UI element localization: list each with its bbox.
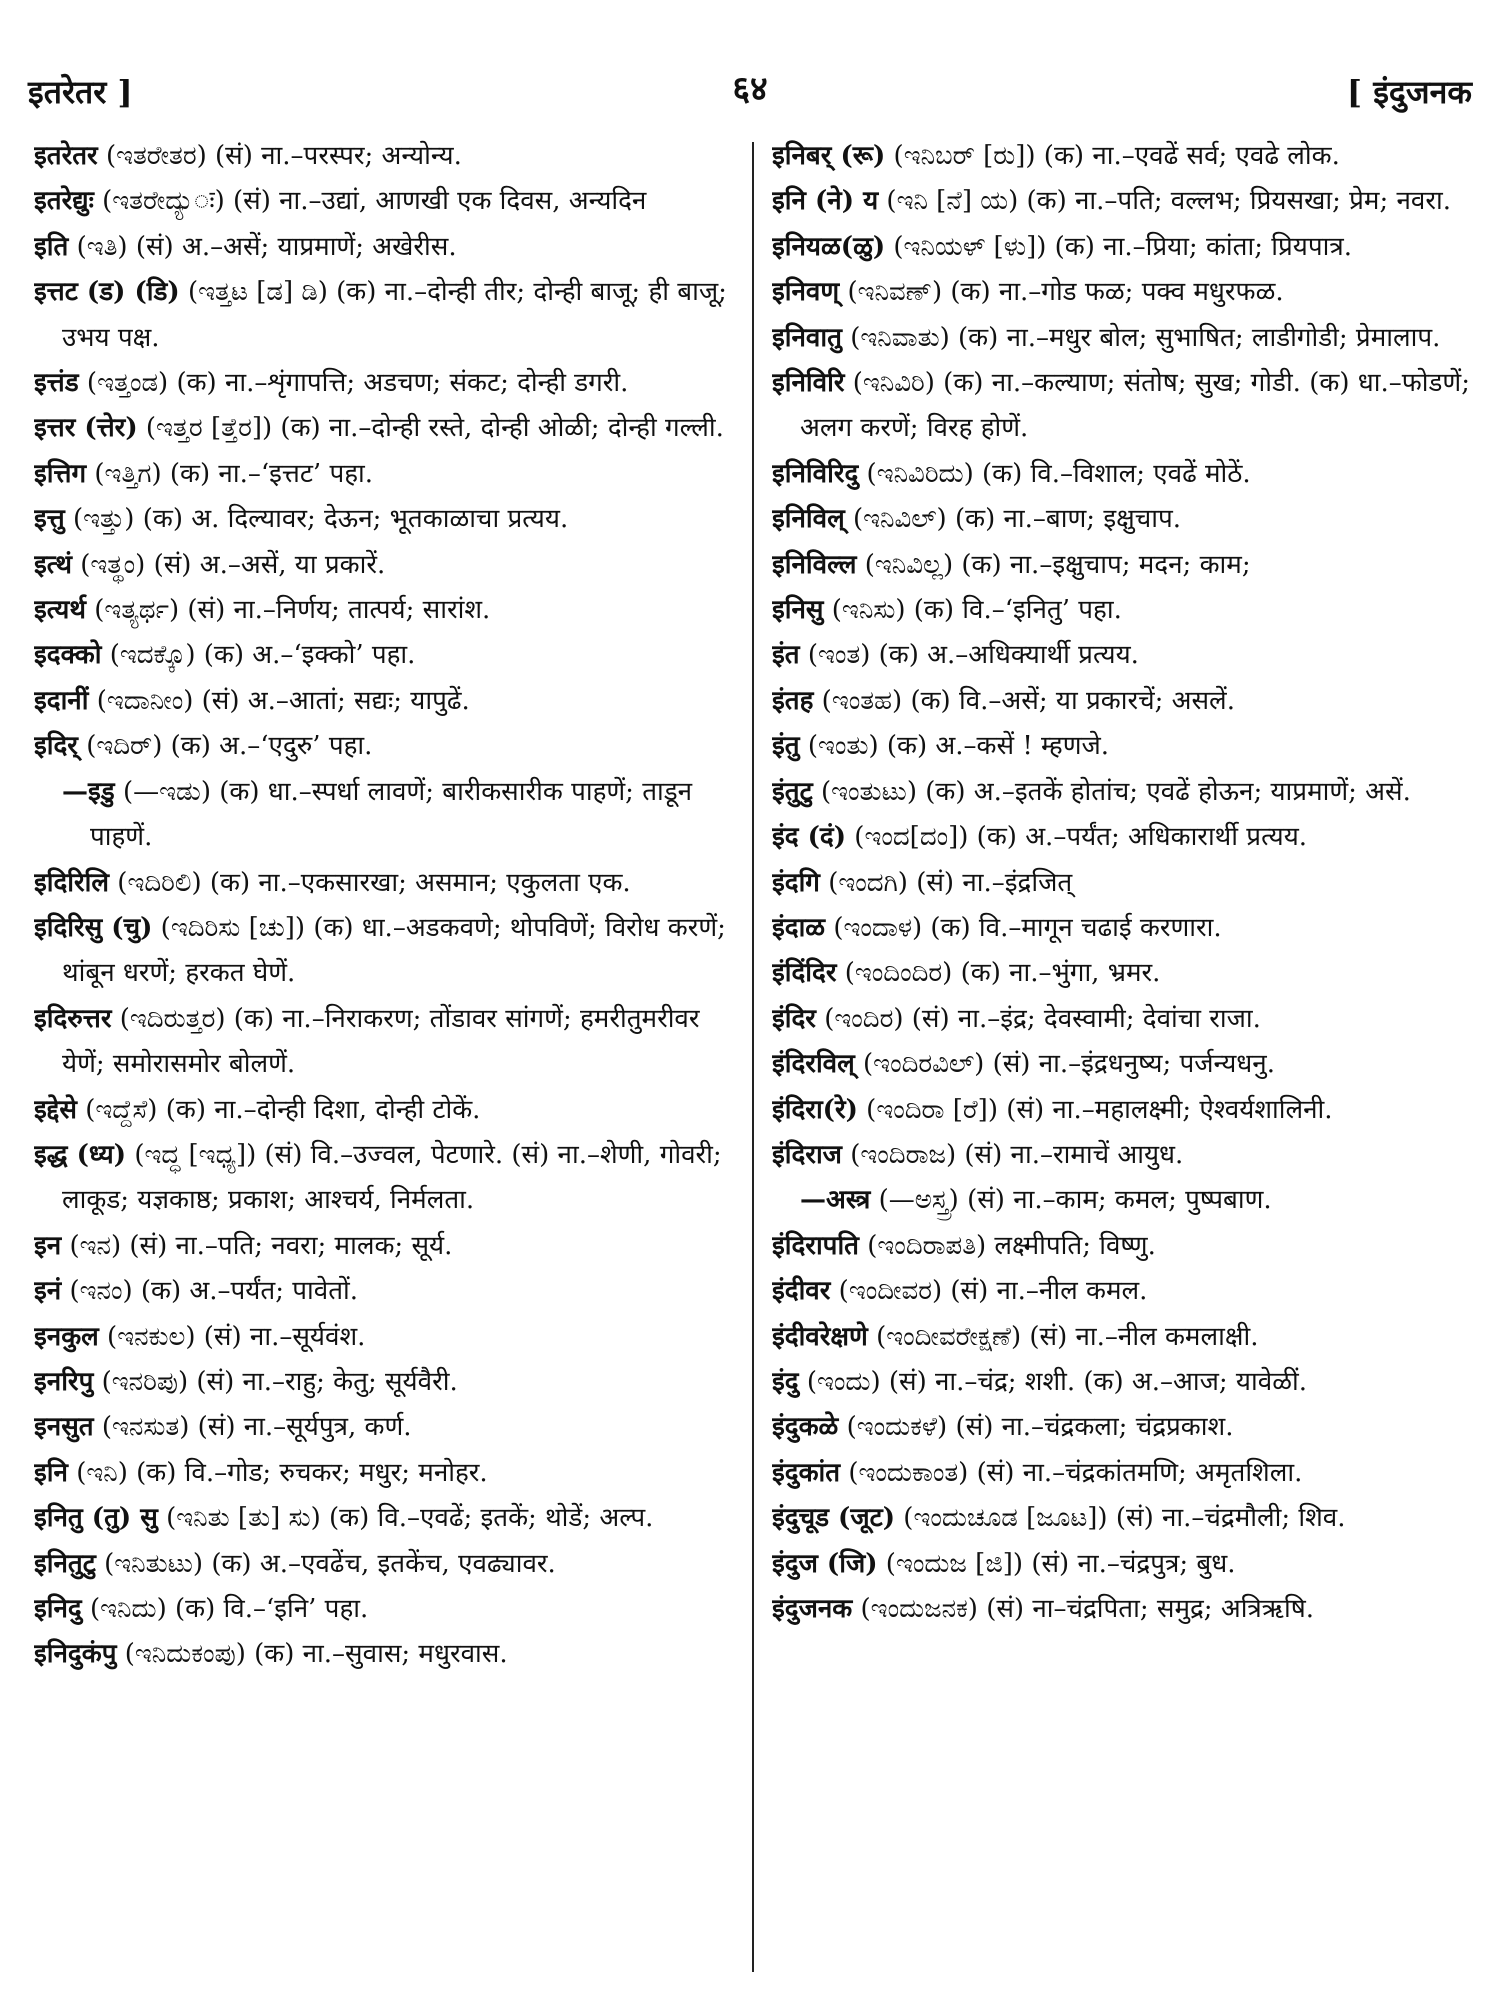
left-column	[34, 134, 734, 1984]
entry-headword: इंद (दं)	[772, 822, 847, 853]
dictionary-entry	[34, 679, 734, 724]
entry-headword: इंदिरविल्	[772, 1049, 855, 1080]
entry-definition: (ಇನಿವಿರಿದು) (क) वि.–विशाल; एवढें मोठें.	[858, 458, 1251, 489]
dictionary-entry	[34, 1587, 734, 1632]
entry-definition: (ಇದಿರುತ್ತರ) (क) ना.–निराकरण; तोंडावर सांगणें; हमरीतुमरीवर येणें; समोरासमोर बोलणें.	[62, 1003, 700, 1080]
dictionary-entry	[772, 1269, 1472, 1314]
entry-headword: इंदिराज	[772, 1139, 842, 1170]
dictionary-entry	[34, 1269, 734, 1314]
entry-headword: इनसुत	[34, 1412, 94, 1443]
entry-headword: इनकुल	[34, 1321, 99, 1352]
entry-definition: (ಇತ್ಥಂ) (सं) अ.–असें, या प्रकारें.	[71, 549, 386, 580]
dictionary-entry	[34, 861, 734, 906]
dictionary-entry	[34, 361, 734, 406]
entry-headword: इंदीवरेक्षणे	[772, 1321, 868, 1352]
entry-headword: इंदाळ	[772, 912, 826, 943]
entry-headword: इनिवण्	[772, 277, 840, 308]
dictionary-entry	[34, 134, 734, 179]
dictionary-entry	[772, 1496, 1472, 1541]
dictionary-entry	[772, 1042, 1472, 1087]
entry-headword: इत्तर (त्तेर)	[34, 413, 138, 444]
dictionary-entry	[34, 906, 734, 997]
entry-definition: (ಇನಿವಿರಿ) (क) ना.–कल्याण; संतोष; सुख; गोडी. (क) धा.–फोडणें; अलग करणें; विरह होणें.	[800, 368, 1470, 444]
entry-headword: इंतह	[772, 685, 814, 716]
entry-headword: इति	[34, 231, 69, 262]
entry-headword: इंतु	[772, 731, 800, 762]
entry-definition: (ಇಂತ) (क) अ.–अधिक्यार्थी प्रत्यय.	[799, 640, 1139, 671]
entry-definition: (ಇಂದಿರವಿಲ್) (सं) ना.–इंद्रधनुष्य; पर्जन्यधनु.	[854, 1049, 1275, 1080]
dictionary-entry	[34, 588, 734, 633]
dictionary-entry	[772, 906, 1472, 951]
dictionary-entry	[34, 1451, 734, 1496]
entry-headword: इनं	[34, 1276, 62, 1307]
dictionary-entry	[772, 1360, 1472, 1405]
dictionary-entry	[772, 179, 1472, 224]
entry-definition: (ಇದಾನೀಂ) (सं) अ.–आतां; सद्यः; यापुढें.	[88, 685, 470, 716]
entry-definition: (ಇನಸುತ) (सं) ना.–सूर्यपुत्र, कर्ण.	[93, 1412, 412, 1443]
entry-headword: इनि	[34, 1457, 68, 1488]
dictionary-entry	[772, 997, 1472, 1042]
entry-definition: (—ಅಸ್ತ್ರ) (सं) ना.–काम; कमल; पुष्पबाण.	[870, 1185, 1272, 1216]
entry-definition: (ಇದ್ದೆಸೆ) (क) ना.–दोन्ही दिशा, दोन्ही टोकें.	[76, 1094, 481, 1125]
dictionary-entry	[772, 633, 1472, 678]
entry-headword: इद्देसे	[34, 1094, 77, 1125]
dictionary-entry	[772, 497, 1472, 542]
dictionary-entry	[772, 452, 1472, 497]
entry-definition: (ಇತರೇತರ) (सं) ना.–परस्पर; अन्योन्य.	[97, 141, 462, 171]
entry-definition: (ಇನಿವಾತು) (क) ना.–मधुर बोल; सुभाषित; लाडीगोडी; प्रेमालाप.	[841, 322, 1441, 353]
dictionary-entry	[772, 770, 1472, 815]
dictionary-entry	[34, 1315, 734, 1360]
entry-definition: (ಇನಿವಿಲ್) (क) ना.–बाण; इक्षुचाप.	[844, 504, 1182, 535]
dictionary-entry	[772, 861, 1472, 906]
entry-headword: इंदुचूड (जूट)	[772, 1503, 896, 1534]
entry-headword: इनिविरि	[772, 368, 845, 399]
entry-headword: इत्यर्थ	[34, 595, 87, 626]
entry-definition: (ಇನಿದುಕಂಪು) (क) ना.–सुवास; मधुरवास.	[116, 1639, 508, 1670]
entry-headword: इनि (ने) य	[772, 186, 879, 217]
entry-headword: इंदु	[772, 1366, 799, 1397]
entry-definition: (ಇಂದುಕಳೆ) (सं) ना.–चंद्रकला; चंद्रप्रकाश.	[838, 1412, 1234, 1443]
dictionary-entry	[772, 270, 1472, 315]
dictionary-entry	[772, 225, 1472, 270]
dictionary-entry	[34, 1133, 734, 1224]
entry-headword: इंदुज (जि)	[772, 1548, 878, 1579]
entry-definition: (ಇನರಿಪು) (सं) ना.–राहु; केतु; सूर्यवैरी.	[93, 1366, 458, 1397]
entry-headword: इतरेद्युः	[34, 186, 94, 217]
dictionary-entry	[772, 543, 1472, 588]
dictionary-entry	[34, 1405, 734, 1450]
entry-headword: इंदिंदिर	[772, 958, 837, 989]
entry-definition: (ಇಂದುಜ [ಜಿ]) (सं) ना.–चंद्रपुत्र; बुध.	[877, 1548, 1236, 1579]
dictionary-entry	[772, 679, 1472, 724]
entry-headword: इदिरिसु (चु)	[34, 912, 153, 943]
dictionary-entry	[34, 452, 734, 497]
entry-definition: (ಇದಿರಿಲಿ) (क) ना.–एकसारखा; असमान; एकुलता एक.	[109, 867, 631, 898]
header-left-guideword: इतरेतर ]	[28, 73, 133, 111]
entry-definition: (ಇದಕ್ಕೊ) (क) अ.–‘इक्को’ पहा.	[101, 640, 416, 671]
entry-headword: इनिदु	[34, 1594, 82, 1624]
entry-headword: इंदुकळे	[772, 1412, 839, 1443]
entry-definition: (ಇನ) (सं) ना.–पति; नवरा; मालक; सूर्य.	[61, 1230, 453, 1261]
entry-headword: इनियळ(ळु)	[772, 231, 886, 262]
entry-definition: (ಇಂದಿರಾ [ರೆ]) (सं) ना.–महालक्ष्मी; ऐश्वर्यशालिनी.	[857, 1094, 1333, 1125]
entry-headword: इतरेतर	[34, 141, 98, 171]
entry-headword: इंत	[772, 640, 800, 671]
page-number: ६४	[732, 69, 768, 109]
dictionary-entry	[772, 316, 1472, 361]
dictionary-entry	[772, 1088, 1472, 1133]
dictionary-entry	[772, 1178, 1472, 1223]
entry-definition: (ಇದಿರ್) (क) अ.–‘एदुरु’ पहा.	[77, 731, 373, 762]
dictionary-entry	[34, 997, 734, 1088]
dictionary-entry	[34, 724, 734, 769]
dictionary-entry	[772, 1133, 1472, 1178]
dictionary-entry	[772, 951, 1472, 996]
entry-headword: इदिरिलि	[34, 867, 110, 898]
entry-definition: (ಇಂತು) (क) अ.–कसें ! म्हणजे.	[799, 731, 1110, 762]
entry-headword: इनिबर् (रू)	[772, 141, 886, 171]
entry-definition: (ಇನಕುಲ) (सं) ना.–सूर्यवंश.	[98, 1321, 366, 1352]
entry-headword: —इडु	[62, 776, 115, 807]
dictionary-entry	[34, 225, 734, 270]
entry-definition: (ಇನಿತುಟು) (क) अ.–एवढेंच, इतकेंच, एवढ्यावर.	[95, 1548, 556, 1579]
entry-headword: इनिविल्ल	[772, 549, 857, 580]
entry-headword: इंदिरापति	[772, 1230, 859, 1261]
entry-definition: (ಇನಿಸು) (क) वि.–‘इनितु’ पहा.	[823, 595, 1122, 626]
entry-definition: (ಇನಿ) (क) वि.–गोड; रुचकर; मधुर; मनोहर.	[67, 1457, 488, 1488]
entry-headword: इन	[34, 1230, 62, 1261]
dictionary-entry	[772, 1224, 1472, 1269]
entry-headword: इदानीं	[34, 685, 89, 716]
dictionary-entry	[772, 1542, 1472, 1587]
entry-definition: (ಇಂದು) (सं) ना.–चंद्र; शशी. (क) अ.–आज; यावेळीं.	[798, 1366, 1307, 1397]
entry-headword: इनितुटु	[34, 1548, 96, 1579]
dictionary-entry	[772, 134, 1472, 179]
entry-headword: इत्तंड	[34, 368, 79, 399]
entry-headword: इनिसु	[772, 595, 824, 626]
entry-headword: इनितु (तु) सु	[34, 1503, 158, 1534]
entry-definition: (ಇತ್ತಟ [ಡ] ಡಿ) (क) ना.–दोन्ही तीर; दोन्ही बाजू; ही बाजू; उभय पक्ष.	[62, 277, 727, 353]
column-divider	[752, 142, 754, 1972]
entry-definition: (ಇಂದಿಂದಿರ) (क) ना.–भुंगा, भ्रमर.	[836, 958, 1161, 989]
entry-headword: इत्तट (ड) (डि)	[34, 277, 180, 308]
dictionary-entry	[772, 361, 1472, 452]
entry-definition: (ಇಂದೀವರ) (सं) ना.–नील कमल.	[830, 1276, 1148, 1307]
entry-definition: (ಇನಿ [ನೆ] ಯ) (क) ना.–पति; वल्लभ; प्रियसखा; प्रेम; नवरा.	[878, 186, 1451, 217]
dictionary-entry	[34, 1542, 734, 1587]
entry-headword: —अस्त्र	[800, 1185, 871, 1216]
entry-definition: (ಇನಿವಿಲ್ಲ) (क) ना.–इक्षुचाप; मदन; काम;	[856, 549, 1251, 580]
dictionary-entry	[34, 270, 734, 361]
dictionary-entry	[772, 724, 1472, 769]
entry-definition: (ಇತಿ) (सं) अ.–असें; याप्रमाणें; अखेरीस.	[68, 231, 457, 262]
entry-definition: (ಇಂದ[ದಂ]) (क) अ.–पर्यंत; अधिकारार्थी प्रत्यय.	[846, 822, 1308, 853]
entry-definition: (ಇಂದಿರ) (सं) ना.–इंद्र; देवस्वामी; देवांचा राजा.	[815, 1003, 1261, 1034]
dictionary-entry	[34, 1088, 734, 1133]
entry-headword: इनिवातु	[772, 322, 842, 353]
dictionary-entry	[772, 1315, 1472, 1360]
dictionary-entry	[34, 1632, 734, 1677]
entry-definition: (ಇಂತಹ) (क) वि.–असें; या प्रकारचें; असलें.	[813, 685, 1235, 716]
entry-definition: (ಇನಿತು [ತು] ಸು) (क) वि.–एवढें; इतकें; थोडें; अल्प.	[157, 1503, 654, 1534]
entry-headword: इंदुजनक	[772, 1594, 853, 1624]
entry-definition: (ಇಂದಿರಾಜ) (सं) ना.–रामाचें आयुध.	[841, 1139, 1184, 1170]
entry-definition: (ಇಂದುಕಾಂತ) (सं) ना.–चंद्रकांतमणि; अमृतशिला.	[840, 1457, 1303, 1488]
entry-definition: (—ಇಡು) (क) धा.–स्पर्धा लावणें; बारीकसारीक पाहणें; ताडून पाहणें.	[90, 776, 693, 853]
dictionary-entry	[772, 1451, 1472, 1496]
dictionary-entry	[34, 633, 734, 678]
entry-headword: इनिदुकंपु	[34, 1639, 117, 1670]
entry-definition: (ಇನಿಯಳ್ [ಳು]) (क) ना.–प्रिया; कांता; प्रियपात्र.	[885, 231, 1352, 262]
entry-definition: (ಇದಿರಿಸು [ಚು]) (क) धा.–अडकवणे; थोपविणें; विरोध करणें; थांबून धरणें; हरकत घेणें.	[62, 912, 726, 989]
right-column	[772, 134, 1472, 1984]
entry-headword: इनिविल्	[772, 504, 845, 535]
entry-definition: (ಇಂದಿರಾಪತಿ) लक्ष्मीपति; विष्णु.	[859, 1230, 1156, 1261]
dictionary-entry	[772, 1405, 1472, 1450]
entry-definition: (ಇಂದುಜನಕ) (सं) ना–चंद्रपिता; समुद्र; अत्रिऋषि.	[852, 1594, 1314, 1624]
entry-headword: इनरिपु	[34, 1366, 94, 1397]
entry-definition: (ಇತ್ತಿಗ) (क) ना.–‘इत्तट’ पहा.	[86, 458, 374, 489]
entry-definition: (ಇತ್ತು) (क) अ. दिल्यावर; देऊन; भूतकाळाचा प्रत्यय.	[64, 504, 569, 535]
entry-headword: इदिर्	[34, 731, 78, 762]
entry-headword: इद्ध (ध्य)	[34, 1139, 127, 1170]
entry-headword: इंदिरा(रे)	[772, 1094, 858, 1125]
dictionary-entry	[34, 1496, 734, 1541]
dictionary-entry	[34, 179, 734, 224]
dictionary-entry	[772, 815, 1472, 860]
dictionary-entry	[34, 543, 734, 588]
dictionary-entry	[34, 1360, 734, 1405]
entry-headword: इनिविरिदु	[772, 458, 859, 489]
entry-headword: इदक्को	[34, 640, 102, 671]
entry-definition: (ಇನಿಬರ್ [ರು]) (क) ना.–एवढें सर्व; एवढे लोक.	[885, 141, 1340, 171]
entry-definition: (ಇನಿದು) (क) वि.–‘इनि’ पहा.	[81, 1594, 369, 1624]
entry-headword: इंदुकांत	[772, 1457, 841, 1488]
entry-headword: इदिरुत्तर	[34, 1003, 112, 1034]
dictionary-entry	[34, 406, 734, 451]
entry-headword: इत्थं	[34, 549, 72, 580]
entry-definition: (ಇಂದಾಳ) (क) वि.–मागून चढाई करणारा.	[825, 912, 1222, 943]
entry-definition: (ಇಂದೀವರೇಕ್ಷಣೆ) (सं) ना.–नील कमलाक्षी.	[867, 1321, 1259, 1352]
entry-headword: इत्तु	[34, 504, 65, 535]
page-header	[28, 70, 1472, 120]
dictionary-entry	[772, 588, 1472, 633]
entry-definition: (ಇನಿವಣ್) (क) ना.–गोड फळ; पक्व मधुरफळ.	[839, 277, 1284, 308]
entry-headword: इंतुटु	[772, 776, 813, 807]
dictionary-entry	[34, 770, 734, 861]
entry-definition: (ಇಂತುಟು) (क) अ.–इतकें होतांच; एवढें होऊन; याप्रमाणें; असें.	[812, 776, 1411, 807]
entry-definition: (ಇತರೇದ್ಯುः) (सं) ना.–उद्यां, आणखी एक दिवस, अन्यदिन	[93, 186, 647, 217]
dictionary-entry	[34, 497, 734, 542]
header-right-guideword: [ इंदुजनक	[1346, 73, 1472, 111]
entry-headword: इंदीवर	[772, 1276, 831, 1307]
entry-definition: (ಇತ್ತರ [ತ್ತೆರ]) (क) ना.–दोन्ही रस्ते, दोन्ही ओळी; दोन्ही गल्ली.	[137, 413, 724, 444]
entry-definition: (ಇದ್ಧ [ಇಧ್ಯ]) (सं) वि.–उज्वल, पेटणारे. (सं) ना.–शेणी, गोवरी; लाकूड; यज्ञकाष्ठ; प्रकाश; आश्चर्य, निर्मलता.	[62, 1139, 722, 1216]
entry-headword: इंदगि	[772, 867, 820, 898]
entry-headword: इंदिर	[772, 1003, 816, 1034]
entry-definition: (ಇಂದುಚೂಡ [ಜೂಟ]) (सं) ना.–चंद्रमौली; शिव.	[895, 1503, 1346, 1534]
entry-headword: इत्तिग	[34, 458, 87, 489]
dictionary-entry	[772, 1587, 1472, 1632]
entry-definition: (ಇಂದಗಿ) (सं) ना.–इंद्रजित्	[819, 867, 1073, 898]
entry-definition: (ಇತ್ಯರ್ಥ) (सं) ना.–निर्णय; तात्पर्य; सारांश.	[86, 595, 491, 626]
entry-definition: (ಇತ್ತಂಡ) (क) ना.–शृंगापत्ति; अडचण; संकट; दोन्ही डगरी.	[78, 368, 629, 399]
dictionary-entry	[34, 1224, 734, 1269]
entry-definition: (ಇನಂ) (क) अ.–पर्यंत; पावेतों.	[61, 1276, 359, 1307]
